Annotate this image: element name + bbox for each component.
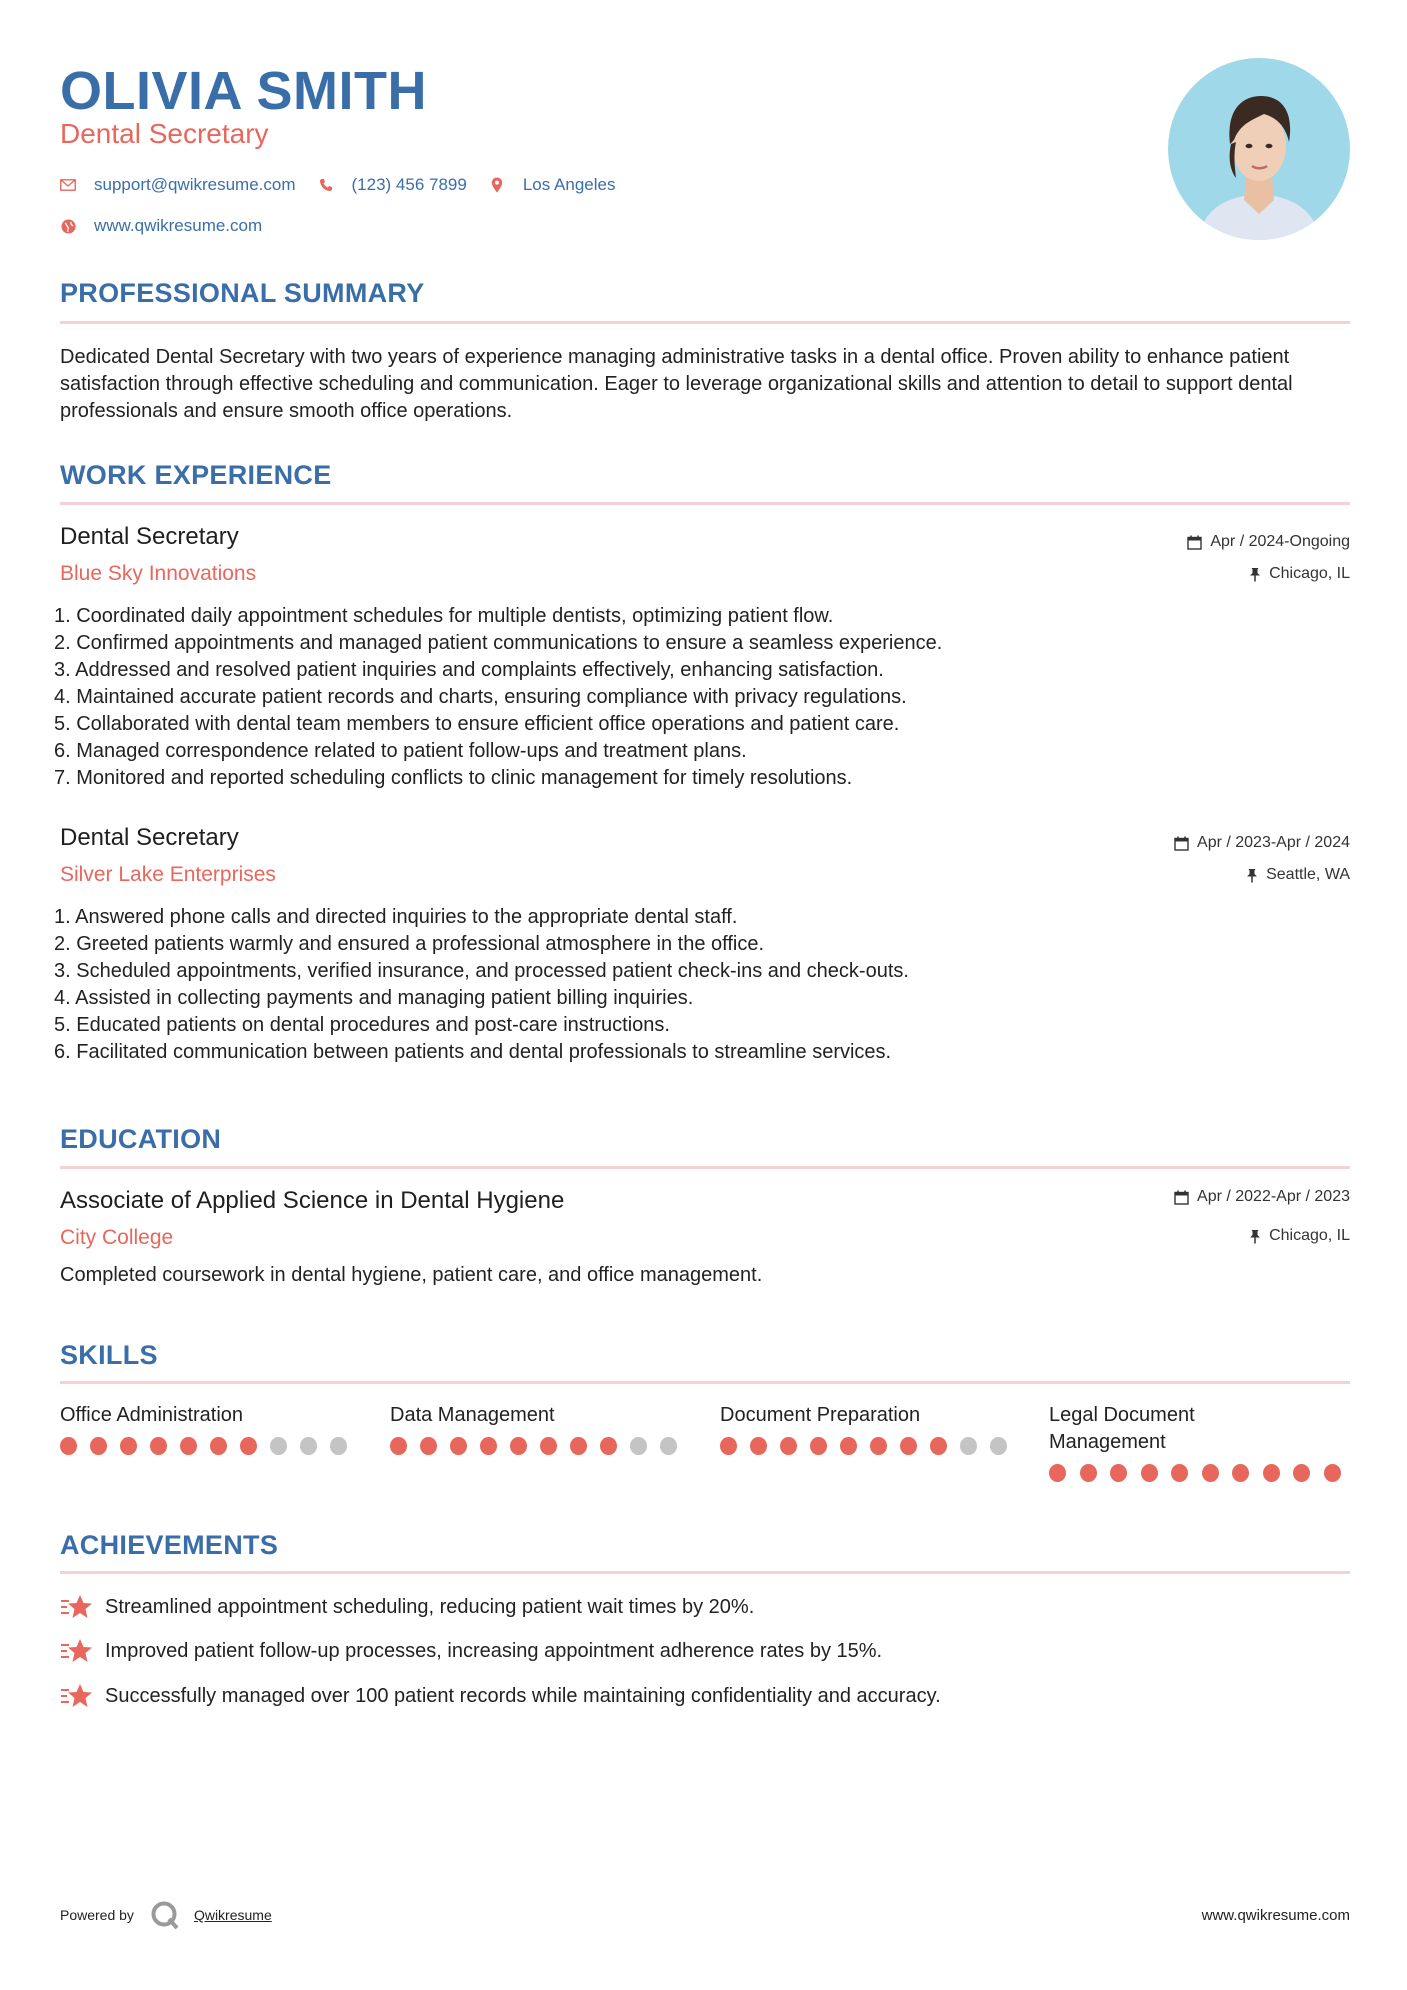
rating-dot-empty xyxy=(990,1437,1007,1455)
rating-dot-empty xyxy=(300,1437,317,1455)
contact-row-secondary xyxy=(60,216,284,236)
rating-dot-filled xyxy=(1232,1464,1249,1482)
envelope-icon xyxy=(60,177,76,193)
summary-text: Dedicated Dental Secretary with two years of experience managing administrative tasks in a dental office. Proven ability to enhance patient satisfaction through effective scheduling and communication. Eager to leverage organizational skills and attention to detail to support dental professionals and ensure smooth office operations. xyxy=(60,346,1293,422)
skill-item xyxy=(390,1402,690,1455)
qwikresume-logo-icon xyxy=(150,1900,180,1930)
education-location xyxy=(1249,1227,1350,1245)
rating-dot-filled xyxy=(90,1437,107,1455)
rating-dot-filled xyxy=(1293,1464,1310,1482)
rating-dot-filled xyxy=(1049,1464,1066,1482)
phone-icon xyxy=(318,177,334,193)
calendar-icon xyxy=(1174,836,1189,851)
list-item: 3. Addressed and resolved patient inquiries and complaints effectively, enhancing satisfaction. xyxy=(54,659,884,681)
globe-icon xyxy=(60,218,76,234)
list-item: 5. Collaborated with dental team members to ensure efficient office operations and patient care. xyxy=(54,713,900,735)
skill-name: Data Management xyxy=(390,1404,555,1426)
skills-divider xyxy=(60,1381,1350,1384)
job-title: Dental Secretary xyxy=(60,523,239,550)
rating-dot-filled xyxy=(720,1437,737,1455)
pushpin-icon xyxy=(1249,567,1261,582)
rating-dot-filled xyxy=(1263,1464,1280,1482)
job-company: Silver Lake Enterprises xyxy=(60,863,276,886)
job-location-text: Chicago, IL xyxy=(1269,565,1350,582)
rating-dot-filled xyxy=(780,1437,797,1455)
rating-dot-filled xyxy=(1080,1464,1097,1482)
education-divider xyxy=(60,1166,1350,1169)
rating-dot-empty xyxy=(270,1437,287,1455)
rating-dot-filled xyxy=(450,1437,467,1455)
rating-dot-filled xyxy=(840,1437,857,1455)
list-item: 2. Confirmed appointments and managed patient communications to ensure a seamless experience. xyxy=(54,632,943,654)
calendar-icon xyxy=(1187,535,1202,550)
job-dates xyxy=(1174,834,1350,852)
list-item: 5. Educated patients on dental procedures and post-care instructions. xyxy=(54,1014,670,1036)
job-location xyxy=(1246,866,1350,884)
education-description: Completed coursework in dental hygiene, patient care, and office management. xyxy=(60,1264,763,1286)
education-dates-text: Apr / 2022-Apr / 2023 xyxy=(1197,1188,1350,1205)
star-icon xyxy=(60,1681,94,1711)
pushpin-icon xyxy=(1246,868,1258,883)
list-item: 4. Assisted in collecting payments and managing patient billing inquiries. xyxy=(54,987,694,1009)
degree-title: Associate of Applied Science in Dental Hygiene xyxy=(60,1187,565,1214)
list-item: 1. Coordinated daily appointment schedules for multiple dentists, optimizing patient flow. xyxy=(54,605,834,627)
contact-email[interactable] xyxy=(60,175,296,195)
rating-dot-empty xyxy=(630,1437,647,1455)
rating-dot-filled xyxy=(420,1437,437,1455)
star-icon xyxy=(60,1636,94,1666)
rating-dot-filled xyxy=(1141,1464,1158,1482)
star-icon xyxy=(60,1592,94,1622)
skill-name: Document Preparation xyxy=(720,1404,921,1426)
achievements-divider xyxy=(60,1571,1350,1574)
rating-dot-empty xyxy=(660,1437,677,1455)
list-item: 6. Managed correspondence related to patient follow-ups and treatment plans. xyxy=(54,740,747,762)
location-text: Los Angeles xyxy=(522,175,616,194)
skill-rating xyxy=(1049,1464,1354,1482)
email-text: support@qwikresume.com xyxy=(94,175,296,194)
list-item: 4. Maintained accurate patient records and charts, ensuring compliance with privacy regulations. xyxy=(54,686,907,708)
rating-dot-filled xyxy=(750,1437,767,1455)
pushpin-icon xyxy=(1249,1229,1261,1244)
achievement-item xyxy=(60,1636,882,1666)
contact-website[interactable] xyxy=(60,216,262,236)
rating-dot-filled xyxy=(1171,1464,1188,1482)
achievement-item xyxy=(60,1681,941,1711)
calendar-icon xyxy=(1174,1190,1189,1205)
contact-row-primary xyxy=(60,175,637,195)
education-location-text: Chicago, IL xyxy=(1269,1227,1350,1244)
footer-branding xyxy=(60,1900,272,1930)
rating-dot-filled xyxy=(930,1437,947,1455)
achievement-text: Improved patient follow-up processes, increasing appointment adherence rates by 15%. xyxy=(105,1639,883,1662)
job-bullet-list xyxy=(54,603,1350,792)
summary-divider xyxy=(60,321,1350,324)
rating-dot-filled xyxy=(900,1437,917,1455)
rating-dot-filled xyxy=(1324,1464,1341,1482)
list-item: 3. Scheduled appointments, verified insurance, and processed patient check-ins and check-outs. xyxy=(54,960,909,982)
job-company: Blue Sky Innovations xyxy=(60,562,257,585)
school-name: City College xyxy=(60,1226,174,1249)
list-item: 1. Answered phone calls and directed inquiries to the appropriate dental staff. xyxy=(54,906,738,928)
rating-dot-filled xyxy=(870,1437,887,1455)
job-dates-text: Apr / 2023-Apr / 2024 xyxy=(1197,834,1350,851)
phone-text: (123) 456 7899 xyxy=(351,175,467,194)
skill-name: Office Administration xyxy=(60,1404,244,1426)
rating-dot-filled xyxy=(150,1437,167,1455)
rating-dot-filled xyxy=(570,1437,587,1455)
skill-item xyxy=(60,1402,360,1455)
job-location xyxy=(1249,565,1350,583)
education-dates xyxy=(1174,1188,1350,1206)
job-title: Dental Secretary xyxy=(60,824,239,851)
candidate-name: OLIVIA SMITH xyxy=(60,61,427,121)
footer-website[interactable]: www.qwikresume.com xyxy=(1201,1907,1350,1924)
rating-dot-filled xyxy=(120,1437,137,1455)
rating-dot-filled xyxy=(480,1437,497,1455)
rating-dot-empty xyxy=(960,1437,977,1455)
list-item: 7. Monitored and reported scheduling conflicts to clinic management for timely resolutions. xyxy=(54,767,853,789)
rating-dot-empty xyxy=(330,1437,347,1455)
rating-dot-filled xyxy=(540,1437,557,1455)
candidate-role: Dental Secretary xyxy=(60,118,269,149)
list-item: 2. Greeted patients warmly and ensured a professional atmosphere in the office. xyxy=(54,933,765,955)
qwikresume-link[interactable]: Qwikresume xyxy=(193,1907,272,1923)
rating-dot-filled xyxy=(600,1437,617,1455)
skill-name: Legal Document Management xyxy=(1049,1404,1195,1453)
summary-section-title: PROFESSIONAL SUMMARY xyxy=(60,278,425,308)
map-pin-icon xyxy=(489,177,505,193)
skill-item xyxy=(1049,1402,1354,1482)
list-item: 6. Facilitated communication between patients and dental professionals to streamline services. xyxy=(54,1041,892,1063)
job-dates xyxy=(1187,533,1350,551)
skill-rating xyxy=(720,1437,1020,1455)
rating-dot-filled xyxy=(210,1437,227,1455)
powered-by-label: Powered by xyxy=(60,1907,134,1923)
rating-dot-filled xyxy=(180,1437,197,1455)
website-text: www.qwikresume.com xyxy=(94,216,263,235)
rating-dot-filled xyxy=(810,1437,827,1455)
rating-dot-filled xyxy=(510,1437,527,1455)
contact-phone[interactable] xyxy=(318,175,467,195)
skill-rating xyxy=(60,1437,360,1455)
job-location-text: Seattle, WA xyxy=(1266,866,1350,883)
achievement-text: Successfully managed over 100 patient records while maintaining confidentiality and accuracy. xyxy=(105,1684,941,1707)
skill-rating xyxy=(390,1437,690,1455)
achievement-item xyxy=(60,1592,754,1622)
skills-section-title: SKILLS xyxy=(60,1340,158,1370)
rating-dot-filled xyxy=(60,1437,77,1455)
achievement-text: Streamlined appointment scheduling, reducing patient wait times by 20%. xyxy=(105,1595,755,1618)
achievements-section-title: ACHIEVEMENTS xyxy=(60,1530,279,1560)
rating-dot-filled xyxy=(1110,1464,1127,1482)
rating-dot-filled xyxy=(390,1437,407,1455)
rating-dot-filled xyxy=(1202,1464,1219,1482)
contact-location xyxy=(489,175,616,195)
rating-dot-filled xyxy=(240,1437,257,1455)
education-section-title: EDUCATION xyxy=(60,1124,222,1154)
experience-divider xyxy=(60,502,1350,505)
experience-section-title: WORK EXPERIENCE xyxy=(60,460,332,490)
skill-item xyxy=(720,1402,1020,1455)
job-bullet-list xyxy=(54,904,1350,1066)
job-dates-text: Apr / 2024-Ongoing xyxy=(1210,533,1350,550)
profile-photo xyxy=(1168,58,1350,240)
